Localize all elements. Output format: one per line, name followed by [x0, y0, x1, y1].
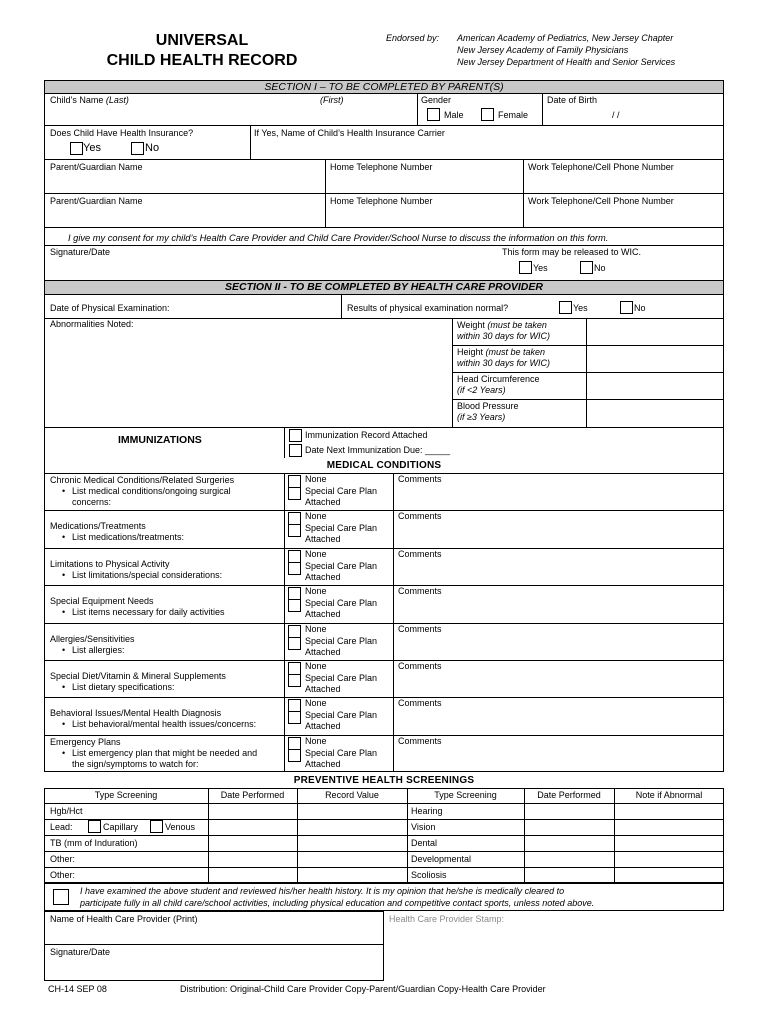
- medical-row-bullet: • List medications/treatments:: [72, 532, 184, 543]
- medical-care-plan-checkbox[interactable]: [288, 711, 301, 724]
- medical-care-plan-label: Special Care Plan: [305, 598, 378, 609]
- screen-header-col-type-right: Type Screening: [434, 790, 497, 800]
- medical-care-plan-attached: Attached: [305, 646, 341, 657]
- medical-care-plan-label: Special Care Plan: [305, 560, 378, 571]
- form-code: CH-14 SEP 08: [48, 984, 107, 994]
- medical-care-plan-label: Special Care Plan: [305, 523, 378, 534]
- height-label: Height (must be taken: [457, 347, 546, 357]
- medical-care-plan-label: Special Care Plan: [305, 710, 378, 721]
- attest-checkbox[interactable]: [53, 889, 69, 905]
- exam-normal-question: Results of physical examination normal?: [347, 303, 509, 313]
- medical-care-plan-checkbox[interactable]: [288, 562, 301, 575]
- home-phone-label-1: Home Telephone Number: [330, 162, 433, 172]
- weight-label: Weight (must be taken: [457, 320, 547, 330]
- wic-release-label: This form may be released to WIC.: [502, 247, 642, 257]
- weight-note: within 30 days for WIC): [457, 331, 551, 341]
- parent-name-label-1: Parent/Guardian Name: [50, 162, 143, 172]
- screen-right-type: Scoliosis: [411, 870, 447, 880]
- home-phone-label-2: Home Telephone Number: [330, 196, 433, 206]
- endorser-2: New Jersey Academy of Family Physicians: [457, 45, 629, 55]
- medical-none-label: None: [305, 661, 327, 671]
- male-checkbox[interactable]: [427, 108, 440, 121]
- medical-comments-label: Comments: [398, 474, 442, 484]
- endorser-1: American Academy of Pediatrics, New Jersey Chapter: [457, 33, 674, 43]
- medical-row-title: Limitations to Physical Activity: [50, 558, 170, 569]
- lead-capillary-checkbox[interactable]: [88, 820, 101, 833]
- section1-bar: SECTION I – TO BE COMPLETED BY PARENT(S): [44, 80, 724, 94]
- bp-note: (if ≥3 Years): [457, 412, 506, 422]
- section2-bar: SECTION II - TO BE COMPLETED BY HEALTH CARE PROVIDER: [44, 280, 724, 295]
- parent-name-label-2: Parent/Guardian Name: [50, 196, 143, 206]
- exam-normal-yes-checkbox[interactable]: [559, 301, 572, 314]
- screen-header-col-abnormal: Note if Abnormal: [635, 790, 703, 800]
- medical-conditions-title: MEDICAL CONDITIONS: [326, 460, 442, 471]
- insurance-yes-label: Yes: [83, 142, 101, 154]
- insurance-yes-checkbox[interactable]: [70, 142, 83, 155]
- endorser-3: New Jersey Department of Health and Senior Services: [457, 57, 676, 67]
- abnormalities-label: Abnormalities Noted:: [50, 319, 134, 329]
- imm-next-label: Date Next Immunization Due: _____: [305, 445, 451, 455]
- lead-venous-label: Venous: [165, 822, 196, 832]
- insurance-question: Does Child Have Health Insurance?: [50, 128, 194, 138]
- exam-normal-no-checkbox[interactable]: [620, 301, 633, 314]
- screen-left-type: Lead:: [50, 822, 73, 832]
- dob-separators: / /: [612, 110, 620, 120]
- bp-label: Blood Pressure: [457, 401, 519, 411]
- imm-record-label: Immunization Record Attached: [305, 430, 428, 440]
- screen-header-col-date-right: Date Performed: [537, 790, 601, 800]
- medical-row-title: Special Diet/Vitamin & Mineral Supplements: [50, 671, 226, 681]
- exam-normal-no-label: No: [634, 303, 646, 313]
- medical-none-label: None: [305, 586, 327, 597]
- medical-comments-label: Comments: [398, 623, 442, 634]
- lead-venous-checkbox[interactable]: [150, 820, 163, 833]
- medical-row-bullet: • List dietary specifications:: [72, 682, 175, 693]
- medical-row-title: Medications/Treatments: [50, 521, 146, 532]
- head-circ-label: Head Circumference: [457, 374, 540, 384]
- consent-text: I give my consent for my child’s Health Care Provider and Child Care Provider/School Nurse to discuss the information on this form.: [68, 233, 609, 243]
- provider-signature-label: Signature/Date: [50, 947, 111, 957]
- wic-yes-checkbox[interactable]: [519, 261, 532, 274]
- screen-header-col-type-left: Type Screening: [94, 790, 158, 800]
- medical-none-label: None: [305, 623, 327, 634]
- medical-row-bullet: • List emergency plan that might be needed and: [72, 748, 257, 759]
- medical-care-plan-label: Special Care Plan: [305, 635, 378, 646]
- screen-header-col-value: Record Value: [325, 790, 379, 800]
- insurance-carrier-label: If Yes, Name of Child’s Health Insurance Carrier: [254, 128, 445, 138]
- medical-row-bullet: • List limitations/special considerations:: [72, 570, 222, 581]
- provider-stamp-label: Health Care Provider Stamp:: [389, 914, 505, 924]
- endorsed-label: Endorsed by:: [386, 33, 440, 43]
- first-name-label: (First): [320, 95, 344, 105]
- female-label: Female: [498, 110, 529, 120]
- female-checkbox[interactable]: [481, 108, 494, 121]
- height-note: within 30 days for WIC): [457, 358, 551, 368]
- distribution-text: Distribution: Original-Child Care Provider Copy-Parent/Guardian Copy-Health Care Provider: [180, 984, 546, 994]
- medical-none-label: None: [305, 511, 327, 522]
- medical-comments-label: Comments: [398, 586, 442, 597]
- medical-comments-label: Comments: [398, 698, 442, 709]
- medical-none-label: None: [305, 474, 327, 484]
- medical-care-plan-checkbox[interactable]: [288, 749, 301, 762]
- medical-care-plan-checkbox[interactable]: [288, 637, 301, 650]
- child-name-label: Child’s Name (Last): [50, 95, 129, 105]
- screen-right-type: Dental: [411, 838, 438, 848]
- provider-name-label: Name of Health Care Provider (Print): [50, 914, 198, 924]
- medical-care-plan-checkbox[interactable]: [288, 599, 301, 612]
- form-title-line1: UNIVERSAL: [155, 32, 249, 49]
- male-label: Male: [444, 110, 464, 120]
- medical-row-bullet: • List medical conditions/ongoing surgical: [72, 486, 231, 497]
- work-phone-label-2: Work Telephone/Cell Phone Number: [528, 196, 674, 206]
- medical-care-plan-attached: Attached: [305, 609, 341, 620]
- medical-care-plan-checkbox[interactable]: [288, 674, 301, 687]
- medical-care-plan-attached: Attached: [305, 758, 341, 769]
- work-phone-label-1: Work Telephone/Cell Phone Number: [528, 162, 674, 172]
- gender-label: Gender: [421, 95, 452, 105]
- medical-row-bullet: • List allergies:: [72, 645, 125, 656]
- head-circ-note: (if <2 Years): [457, 385, 506, 395]
- screen-left-type: TB (mm of Induration): [50, 838, 138, 848]
- dob-label: Date of Birth: [547, 95, 598, 105]
- wic-yes-label: Yes: [533, 263, 548, 273]
- insurance-no-checkbox[interactable]: [131, 142, 144, 155]
- wic-no-label: No: [594, 263, 606, 273]
- medical-row-bullet: • List behavioral/mental health issues/concerns:: [72, 719, 256, 730]
- medical-comments-label: Comments: [398, 735, 442, 746]
- immunizations-title: IMMUNIZATIONS: [118, 434, 202, 446]
- medical-comments-label: Comments: [398, 548, 442, 559]
- medical-none-label: None: [305, 735, 327, 746]
- form-title-line2: CHILD HEALTH RECORD: [106, 52, 298, 69]
- medical-care-plan-attached: Attached: [305, 534, 341, 545]
- medical-care-plan-attached: Attached: [305, 571, 341, 582]
- attest-line1: I have examined the above student and reviewed his/her health history. It is my opinion that he/she is medically cleared to: [80, 886, 565, 896]
- medical-row-title: Behavioral Issues/Mental Health Diagnosis: [50, 708, 222, 719]
- medical-comments-label: Comments: [398, 511, 442, 522]
- medical-none-label: None: [305, 698, 327, 709]
- wic-no-checkbox[interactable]: [580, 261, 593, 274]
- insurance-no-label: No: [145, 142, 160, 154]
- medical-care-plan-checkbox[interactable]: [288, 487, 301, 500]
- screen-left-type: Other:: [50, 854, 76, 864]
- screen-right-type: Hearing: [411, 806, 443, 816]
- medical-row-title: Emergency Plans: [50, 736, 121, 747]
- medical-row-bullet-cont: concerns:: [72, 497, 112, 507]
- medical-row-title: Allergies/Sensitivities: [50, 633, 135, 644]
- medical-care-plan-checkbox[interactable]: [288, 524, 301, 537]
- medical-care-plan-label: Special Care Plan: [305, 747, 378, 758]
- attest-line2: participate fully in all child care/school activities, including physical education and competitive contact sports, unless noted above.: [80, 898, 595, 908]
- medical-care-plan-attached: Attached: [305, 684, 341, 694]
- imm-record-checkbox[interactable]: [289, 429, 302, 442]
- medical-row-title: Chronic Medical Conditions/Related Surgeries: [50, 475, 235, 485]
- medical-care-plan-attached: Attached: [305, 497, 341, 507]
- medical-row-bullet-cont: the sign/symptoms to watch for:: [72, 758, 199, 769]
- medical-row-title: Special Equipment Needs: [50, 596, 154, 607]
- screenings-title: PREVENTIVE HEALTH SCREENINGS: [293, 775, 475, 786]
- medical-comments-label: Comments: [398, 661, 442, 671]
- medical-care-plan-label: Special Care Plan: [305, 673, 378, 683]
- medical-care-plan-attached: Attached: [305, 721, 341, 732]
- lead-capillary-label: Capillary: [103, 822, 139, 832]
- medical-row-bullet: • List items necessary for daily activities: [72, 607, 225, 618]
- medical-care-plan-label: Special Care Plan: [305, 486, 378, 496]
- imm-next-checkbox[interactable]: [289, 444, 302, 457]
- exam-normal-yes-label: Yes: [573, 303, 588, 313]
- screen-left-type: Hgb/Hct: [50, 806, 83, 816]
- screen-header-col-date-left: Date Performed: [220, 790, 285, 800]
- screen-left-type: Other:: [50, 870, 76, 880]
- screen-right-type: Developmental: [411, 854, 472, 864]
- exam-date-label: Date of Physical Examination:: [50, 303, 170, 313]
- screen-right-type: Vision: [411, 822, 436, 832]
- medical-none-label: None: [305, 548, 327, 559]
- parent-signature-label: Signature/Date: [50, 247, 111, 257]
